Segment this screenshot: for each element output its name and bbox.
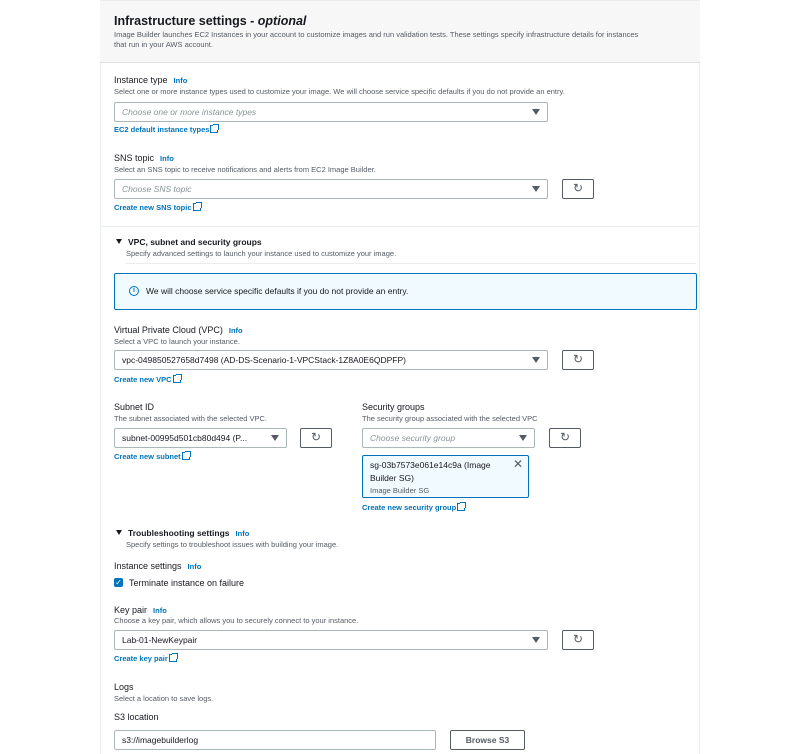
- panel-desc: Image Builder launches EC2 Instances in your account to customize images and run validation tests. These settings specify infrastructure details for instances: [114, 30, 639, 39]
- instance-type-select[interactable]: Choose one or more instance types: [114, 102, 548, 122]
- instance-type-info-link[interactable]: Info: [173, 76, 188, 85]
- info-alert-text: We will choose service specific defaults if you do not provide an entry.: [146, 286, 409, 296]
- ec2-default-instance-types-link[interactable]: EC2 default instance types: [114, 125, 218, 134]
- instance-settings-label: Instance settings Info: [114, 561, 202, 571]
- vpc-refresh-button[interactable]: [562, 350, 594, 370]
- subnet-select[interactable]: subnet-00995d501cb80d494 (P...: [114, 428, 287, 448]
- key-pair-info-link[interactable]: Info: [153, 606, 167, 615]
- refresh-icon: ↻: [572, 352, 584, 366]
- instance-type-label: Instance type Info: [114, 75, 188, 85]
- vpc-section-desc: Specify advanced settings to launch your instance used to customize your image.: [126, 249, 397, 258]
- security-group-token: [362, 455, 529, 498]
- create-new-security-group-link[interactable]: Create new security group: [362, 503, 465, 512]
- terminate-label: Terminate instance on failure: [129, 578, 245, 588]
- vpc-info-link[interactable]: Info: [228, 326, 243, 335]
- s3-location-input[interactable]: s3://imagebuilderlog: [114, 730, 436, 750]
- security-group-select[interactable]: Choose security group: [362, 428, 535, 448]
- s3-location-label: S3 location: [114, 712, 159, 722]
- vpc-select[interactable]: vpc-049850527658d7498 (AD-DS-Scenario-1-VPCStack-1Z8A0E6QDPFP): [114, 350, 548, 370]
- chevron-down-icon: [532, 109, 540, 115]
- chevron-down-icon: [532, 357, 540, 363]
- token-label-2: Builder SG): [370, 473, 414, 483]
- external-link-icon: [193, 203, 201, 211]
- security-groups-desc: The security group associated with the selected VPC: [362, 414, 538, 423]
- browse-s3-button[interactable]: Browse S3: [450, 730, 525, 750]
- sns-topic-select[interactable]: Choose SNS topic: [114, 179, 548, 199]
- chevron-down-icon: [519, 435, 527, 441]
- token-label: sg-03b7573e061e14c9a (Image: [370, 460, 491, 470]
- key-pair-label: Key pair Info: [114, 605, 167, 615]
- external-link-icon: [210, 125, 218, 133]
- terminate-checkbox[interactable]: ✓: [115, 578, 122, 587]
- subnet-desc: The subnet associated with the selected VPC.: [114, 414, 268, 423]
- sns-topic-label: SNS topic Info: [114, 153, 174, 163]
- key-pair-select[interactable]: Lab-01-NewKeypair: [114, 630, 548, 650]
- chevron-down-icon: [271, 435, 279, 441]
- subnet-label: Subnet ID: [114, 402, 155, 412]
- sns-desc: Select an SNS topic to receive notifications and alerts from EC2 Image Builder.: [114, 165, 376, 174]
- vpc-desc: Select a VPC to launch your instance.: [114, 337, 240, 346]
- troubleshooting-info-link[interactable]: Info: [235, 529, 250, 538]
- chevron-down-icon: [532, 186, 540, 192]
- external-link-icon: [173, 375, 181, 383]
- remove-token-close-icon[interactable]: ✕: [513, 457, 524, 471]
- chevron-down-icon: [532, 637, 540, 643]
- logs-desc: Select a location to save logs.: [114, 694, 214, 703]
- sns-info-link[interactable]: Info: [160, 154, 174, 163]
- create-key-pair-link[interactable]: Create key pair: [114, 654, 177, 663]
- info-circle-icon: i: [129, 286, 139, 296]
- create-new-vpc-link[interactable]: Create new VPC: [114, 375, 181, 384]
- security-group-refresh-button[interactable]: [549, 428, 581, 448]
- refresh-icon: ↻: [310, 430, 322, 444]
- caret-down-icon: [116, 530, 122, 535]
- refresh-icon: ↻: [572, 181, 584, 195]
- caret-down-icon: [116, 239, 122, 244]
- divider: [100, 226, 700, 227]
- external-link-icon: [182, 452, 190, 460]
- panel-desc-2: that run in your AWS account.: [114, 40, 213, 49]
- vpc-section-toggle[interactable]: VPC, subnet and security groups: [116, 237, 262, 247]
- sns-refresh-button[interactable]: [562, 179, 594, 199]
- key-pair-desc: Choose a key pair, which allows you to securely connect to your instance.: [114, 616, 359, 625]
- instance-type-desc: Select one or more instance types used to customize your image. We will choose service specific defaults if you do not provide an entry.: [114, 87, 565, 96]
- instance-settings-info-link[interactable]: Info: [187, 562, 202, 571]
- troubleshooting-desc: Specify settings to troubleshoot issues with building your image.: [126, 540, 339, 549]
- key-pair-refresh-button[interactable]: [562, 630, 594, 650]
- troubleshooting-section-toggle[interactable]: Troubleshooting settings Info: [116, 528, 249, 538]
- external-link-icon: [169, 654, 177, 662]
- create-new-subnet-link[interactable]: Create new subnet: [114, 452, 190, 461]
- refresh-icon: ↻: [559, 430, 571, 444]
- info-alert: [114, 273, 697, 310]
- refresh-icon: ↻: [572, 632, 584, 646]
- panel-title: Infrastructure settings - optional: [114, 14, 307, 28]
- vpc-label: Virtual Private Cloud (VPC) Info: [114, 325, 243, 335]
- logs-label: Logs: [114, 682, 134, 692]
- create-sns-topic-link[interactable]: Create new SNS topic: [114, 203, 201, 212]
- token-description: Image Builder SG: [370, 486, 430, 495]
- divider: [126, 263, 696, 264]
- security-groups-label: Security groups: [362, 402, 425, 412]
- subnet-refresh-button[interactable]: [300, 428, 332, 448]
- panel-header: [100, 0, 700, 63]
- external-link-icon: [457, 503, 465, 511]
